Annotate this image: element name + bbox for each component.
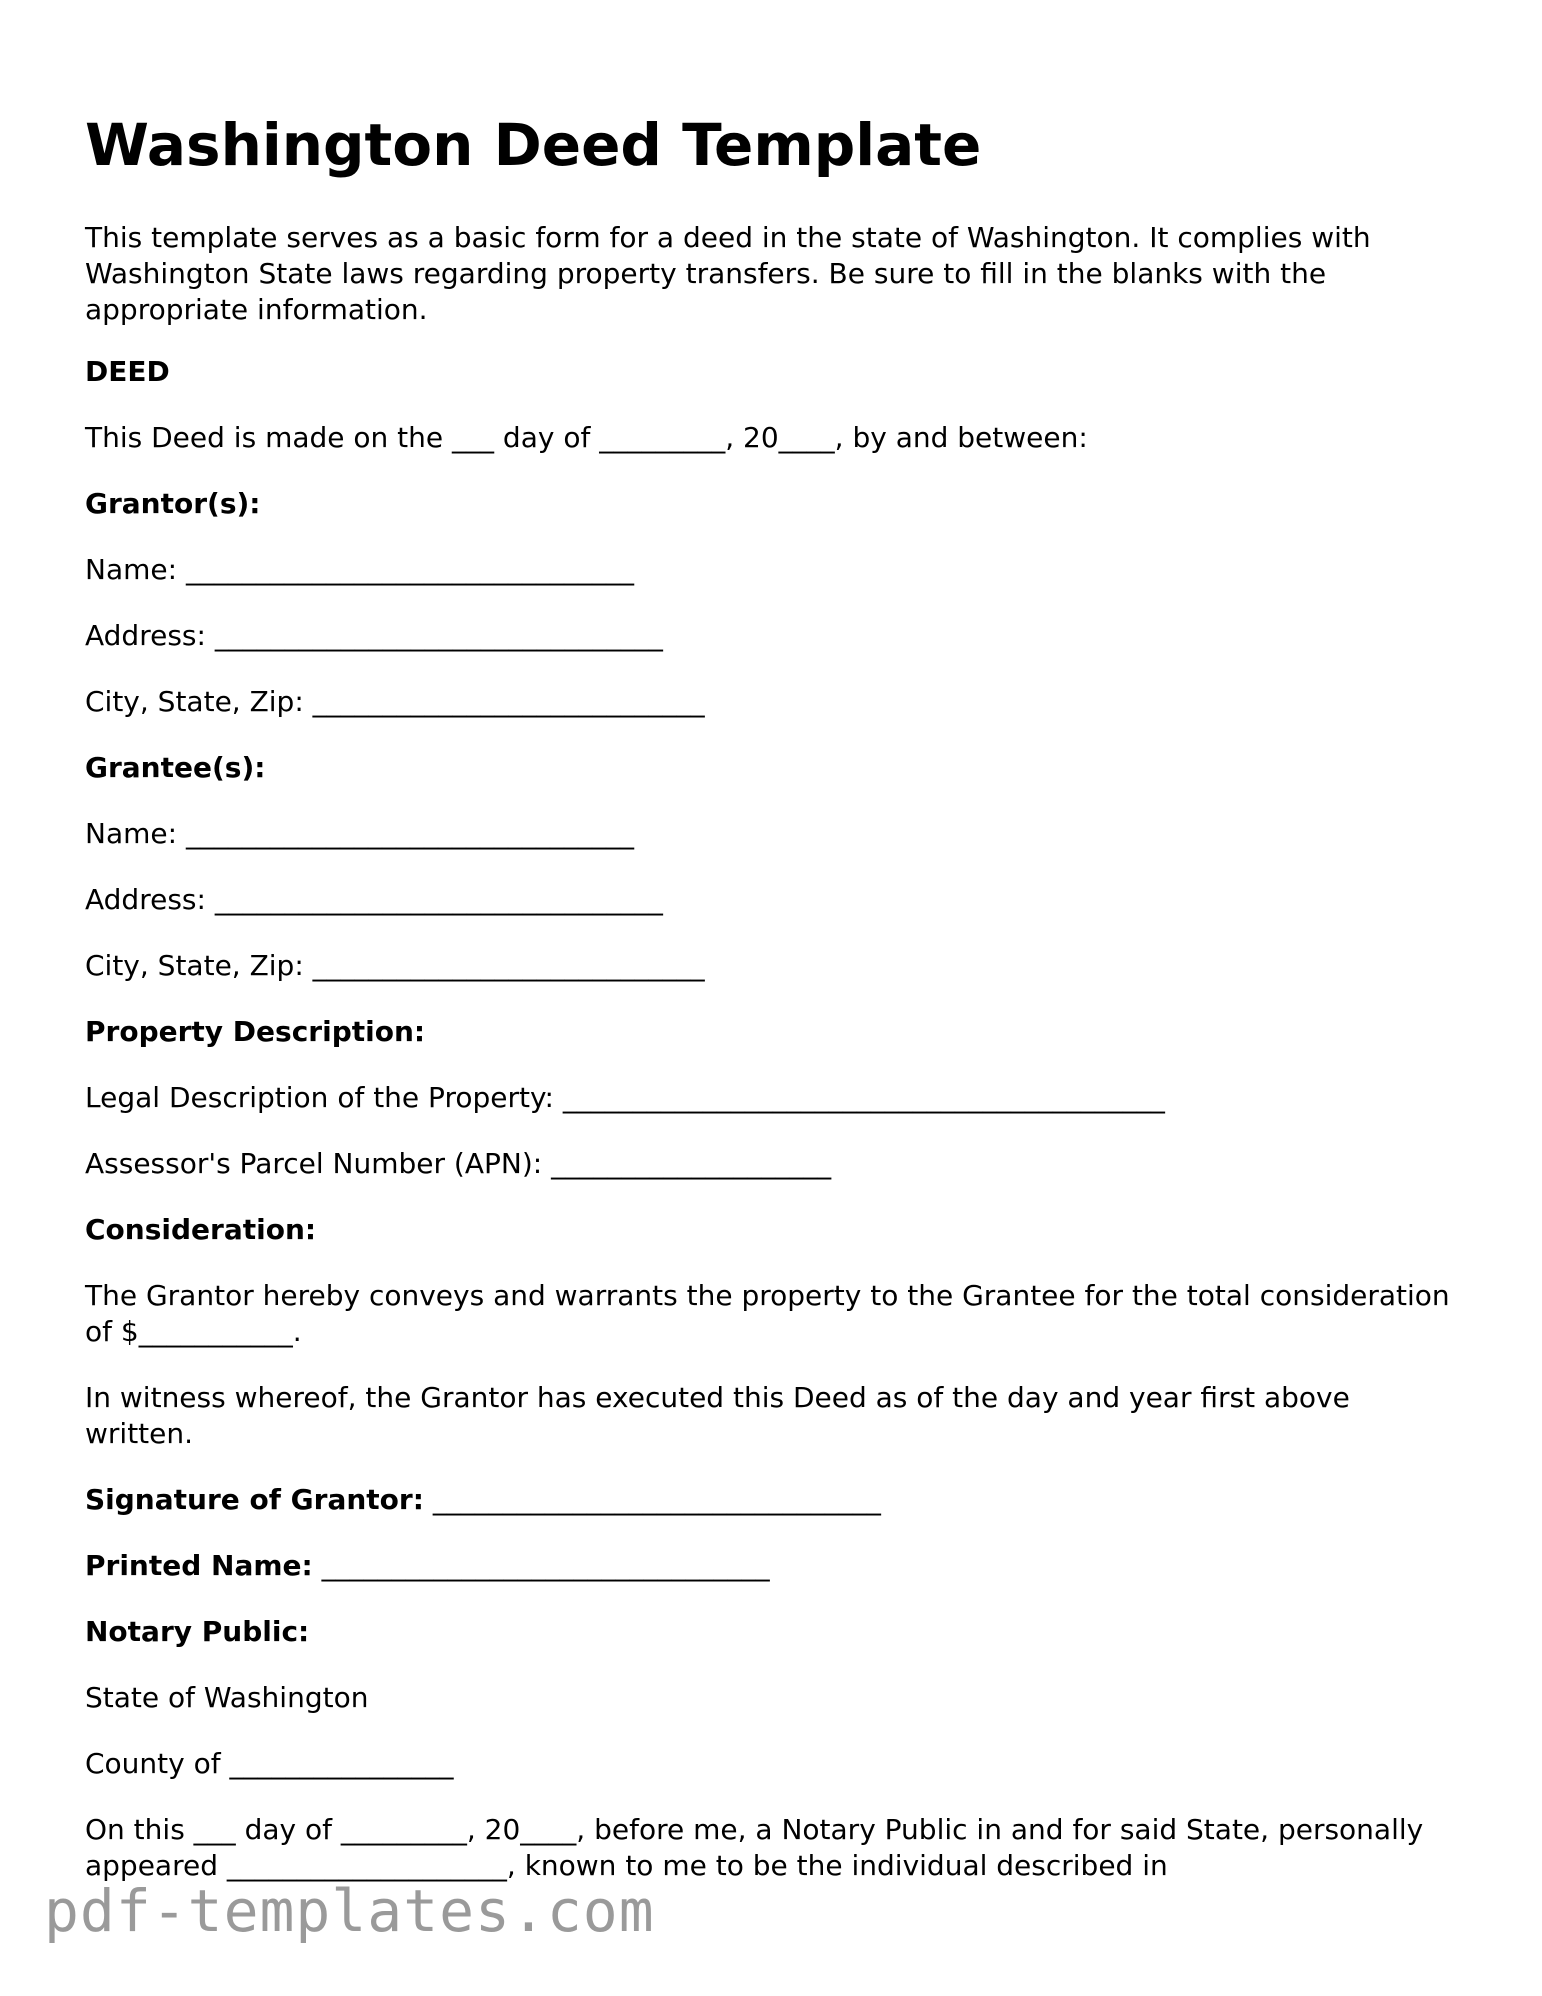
printed-name-label: Printed Name:	[85, 1549, 313, 1582]
signature-label: Signature of Grantor:	[85, 1483, 424, 1516]
notary-heading: Notary Public:	[85, 1615, 310, 1648]
printed-name-blank[interactable]: ________________________________	[321, 1549, 770, 1582]
notary-county-field[interactable]: County of ________________	[85, 1747, 454, 1780]
deed-made-line: This Deed is made on the ___ day of _________, 20____, by and between:	[85, 421, 1088, 454]
notary-state: State of Washington	[85, 1681, 369, 1714]
consideration-heading: Consideration:	[85, 1213, 317, 1246]
grantor-heading: Grantor(s):	[85, 487, 261, 520]
signature-line[interactable]	[85, 1482, 881, 1518]
printed-name-line[interactable]	[85, 1548, 770, 1584]
page-title: Washington Deed Template	[85, 111, 982, 179]
signature-blank[interactable]: ________________________________	[432, 1483, 881, 1516]
grantee-address-field[interactable]: Address: ________________________________	[85, 883, 663, 916]
property-heading: Property Description:	[85, 1015, 426, 1048]
consideration-paragraph: The Grantor hereby conveys and warrants the property to the Grantee for the total consideration of $___________.	[85, 1279, 1450, 1348]
watermark-logo: pdf-templates.com	[44, 1877, 655, 1945]
grantee-city-field[interactable]: City, State, Zip: ____________________________	[85, 949, 705, 982]
grantee-heading: Grantee(s):	[85, 751, 266, 784]
notary-paragraph: On this ___ day of _________, 20____, before me, a Notary Public in and for said State, personally appeared ____________________, known to me to be the individual described in	[85, 1813, 1424, 1882]
legal-description-field[interactable]: Legal Description of the Property: ___________________________________________	[85, 1081, 1165, 1114]
grantor-address-field[interactable]: Address: ________________________________	[85, 619, 663, 652]
grantor-city-field[interactable]: City, State, Zip: ____________________________	[85, 685, 705, 718]
grantee-name-field[interactable]: Name: ________________________________	[85, 817, 634, 850]
intro-paragraph: This template serves as a basic form for a deed in the state of Washington. It complies with Washington State laws regarding property transfers. Be sure to fill in the blanks with the appropriate information.	[85, 221, 1371, 326]
deed-heading: DEED	[85, 355, 170, 388]
grantor-name-field[interactable]: Name: ________________________________	[85, 553, 634, 586]
apn-field[interactable]: Assessor's Parcel Number (APN): ____________________	[85, 1147, 832, 1180]
witness-paragraph: In witness whereof, the Grantor has executed this Deed as of the day and year first above written.	[85, 1381, 1350, 1450]
